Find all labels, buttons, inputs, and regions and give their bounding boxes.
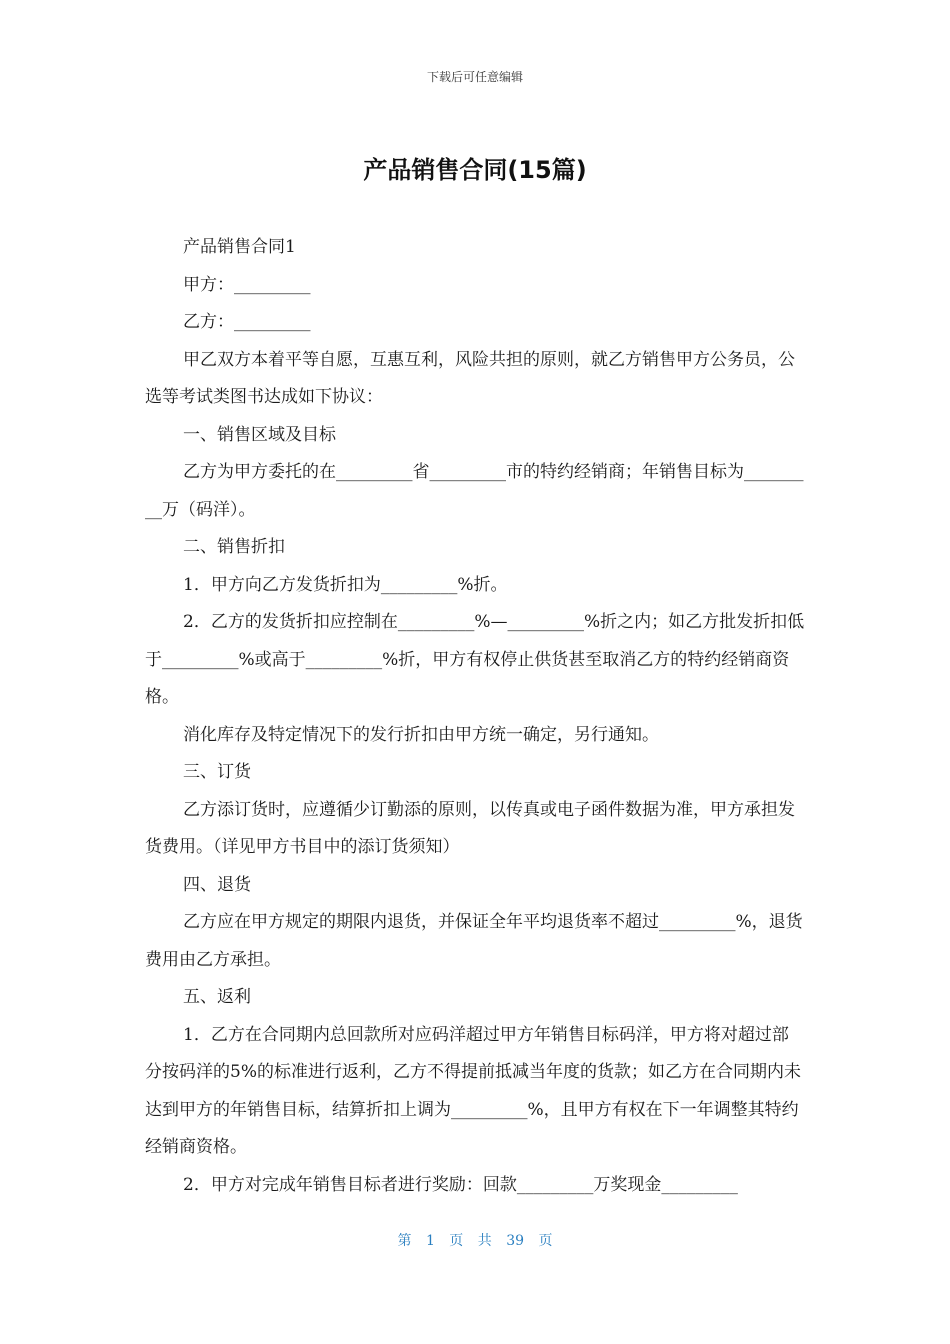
paragraph: 甲方：_________	[183, 274, 311, 295]
paragraph: 消化库存及特定情况下的发行折扣由甲方统一确定，另行通知。	[183, 724, 659, 745]
page-header-note: 下载后可任意编辑	[426, 70, 523, 84]
paragraph: 二、销售折扣	[183, 537, 285, 557]
document-title: 产品销售合同(15篇)	[363, 156, 587, 184]
paragraph: 1．甲方向乙方发货折扣为_________%折。	[183, 574, 508, 595]
paragraph: 1．乙方在合同期内总回款所对应码洋超过甲方年销售目标码洋，甲方将对超过部分按码洋的5%的标准进行返利，乙方不得提前抵减当年度的货款；如乙方在合同期内未达到甲方的年销售目标，结算折扣上调为_________%，且甲方有权在下一年调整其特约经销商资格。	[145, 1024, 801, 1157]
paragraph: 一、销售区域及目标	[183, 424, 336, 445]
paragraph: 乙方：_________	[183, 312, 311, 332]
document-body	[145, 229, 805, 1204]
page-number-footer: 第 1 页 共 39 页	[397, 1233, 553, 1249]
paragraph: 四、退货	[183, 874, 251, 895]
paragraph: 2．甲方对完成年销售目标者进行奖励：回款_________万奖现金_________	[183, 1174, 738, 1195]
paragraph: 乙方添订货时，应遵循少订勤添的原则，以传真或电子函件数据为准，甲方承担发货费用。（详见甲方书目中的添订货须知）	[145, 799, 795, 857]
paragraph: 2．乙方的发货折扣应控制在_________%—_________%折之内；如乙方批发折扣低于_________%或高于_________%折，甲方有权停止供货甚至取消乙方的特约经销商资格。	[145, 612, 805, 707]
paragraph: 三、订货	[183, 762, 251, 782]
paragraph: 产品销售合同1	[183, 237, 296, 257]
paragraph: 乙方为甲方委托的在_________省_________市的特约经销商；年销售目标为_________万（码洋）。	[145, 462, 804, 520]
paragraph: 乙方应在甲方规定的期限内退货，并保证全年平均退货率不超过_________%，退货费用由乙方承担。	[145, 912, 803, 970]
paragraph: 甲乙双方本着平等自愿，互惠互利，风险共担的原则，就乙方销售甲方公务员，公选等考试类图书达成如下协议：	[145, 349, 795, 407]
paragraph: 五、返利	[183, 987, 251, 1007]
